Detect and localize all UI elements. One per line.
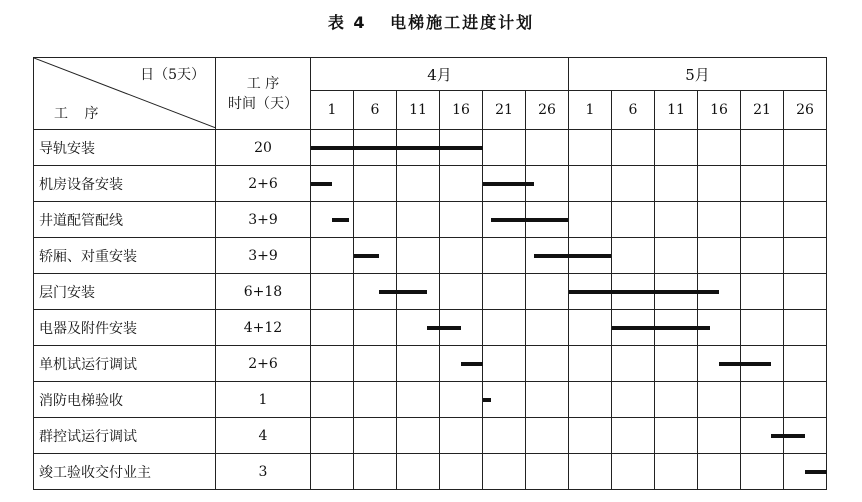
task-duration: 1 <box>216 382 311 418</box>
schedule-cell <box>311 418 354 454</box>
schedule-cell <box>784 418 827 454</box>
day-header: 21 <box>483 91 526 130</box>
table-row <box>34 382 827 418</box>
day-header: 6 <box>612 91 655 130</box>
corner-header <box>34 58 216 130</box>
schedule-cell <box>698 310 741 346</box>
schedule-cell <box>698 382 741 418</box>
schedule-cell <box>483 418 526 454</box>
task-name: 群控试运行调试 <box>34 418 216 454</box>
schedule-cell <box>655 310 698 346</box>
schedule-cell <box>612 346 655 382</box>
schedule-cell <box>440 130 483 166</box>
schedule-cell <box>440 454 483 490</box>
task-duration: 4 <box>216 418 311 454</box>
schedule-cell <box>698 130 741 166</box>
day-header: 11 <box>397 91 440 130</box>
schedule-cell <box>397 130 440 166</box>
schedule-cell <box>741 346 784 382</box>
schedule-cell <box>741 382 784 418</box>
schedule-cell <box>655 382 698 418</box>
schedule-cell <box>698 346 741 382</box>
schedule-cell <box>526 382 569 418</box>
task-duration: 3+9 <box>216 202 311 238</box>
schedule-cell <box>397 418 440 454</box>
schedule-cell <box>655 166 698 202</box>
table-row <box>34 166 827 202</box>
schedule-cell <box>483 238 526 274</box>
schedule-cell <box>311 238 354 274</box>
schedule-cell <box>526 346 569 382</box>
schedule-cell <box>354 454 397 490</box>
schedule-cell <box>483 454 526 490</box>
duration-header-line2: 时间（天） <box>228 95 298 112</box>
task-name: 导轨安装 <box>34 130 216 166</box>
month-header-april: 4月 <box>311 58 569 91</box>
schedule-cell <box>526 130 569 166</box>
schedule-cell <box>569 238 612 274</box>
table-row <box>34 202 827 238</box>
schedule-cell <box>397 346 440 382</box>
schedule-cell <box>655 274 698 310</box>
task-name: 轿厢、对重安装 <box>34 238 216 274</box>
schedule-cell <box>612 166 655 202</box>
day-header: 21 <box>741 91 784 130</box>
schedule-cell <box>612 274 655 310</box>
task-duration: 3 <box>216 454 311 490</box>
schedule-cell <box>698 238 741 274</box>
schedule-cell <box>784 202 827 238</box>
schedule-cell <box>526 454 569 490</box>
schedule-cell <box>698 274 741 310</box>
table-row <box>34 274 827 310</box>
schedule-cell <box>440 382 483 418</box>
task-name: 消防电梯验收 <box>34 382 216 418</box>
schedule-cell <box>440 310 483 346</box>
schedule-cell <box>612 130 655 166</box>
schedule-cell <box>655 346 698 382</box>
schedule-cell <box>354 130 397 166</box>
day-header: 26 <box>526 91 569 130</box>
schedule-cell <box>698 418 741 454</box>
schedule-cell <box>354 346 397 382</box>
schedule-cell <box>526 418 569 454</box>
schedule-cell <box>397 238 440 274</box>
task-name: 机房设备安装 <box>34 166 216 202</box>
schedule-cell <box>440 346 483 382</box>
schedule-cell <box>784 454 827 490</box>
schedule-cell <box>311 454 354 490</box>
table-row <box>34 454 827 490</box>
schedule-cell <box>354 310 397 346</box>
schedule-cell <box>741 418 784 454</box>
table-row <box>34 346 827 382</box>
schedule-cell <box>612 418 655 454</box>
schedule-cell <box>354 274 397 310</box>
schedule-cell <box>741 238 784 274</box>
schedule-cell <box>569 166 612 202</box>
task-duration: 2+6 <box>216 166 311 202</box>
day-header: 1 <box>569 91 612 130</box>
task-duration: 6+18 <box>216 274 311 310</box>
page-title <box>0 10 862 33</box>
schedule-cell <box>397 202 440 238</box>
schedule-cell <box>569 310 612 346</box>
task-duration: 3+9 <box>216 238 311 274</box>
schedule-cell <box>784 382 827 418</box>
task-name: 单机试运行调试 <box>34 346 216 382</box>
schedule-cell <box>483 130 526 166</box>
schedule-cell <box>655 130 698 166</box>
day-header: 6 <box>354 91 397 130</box>
schedule-cell <box>526 166 569 202</box>
day-header: 16 <box>698 91 741 130</box>
schedule-cell <box>483 346 526 382</box>
month-header-may: 5月 <box>569 58 827 91</box>
schedule-cell <box>311 202 354 238</box>
schedule-cell <box>741 130 784 166</box>
schedule-cell <box>397 274 440 310</box>
schedule-cell <box>698 454 741 490</box>
schedule-cell <box>483 166 526 202</box>
task-duration: 2+6 <box>216 346 311 382</box>
schedule-cell <box>784 130 827 166</box>
schedule-cell <box>526 238 569 274</box>
schedule-cell <box>526 274 569 310</box>
day-header: 1 <box>311 91 354 130</box>
schedule-cell <box>569 346 612 382</box>
task-name: 竣工验收交付业主 <box>34 454 216 490</box>
table-title: 电梯施工进度计划 <box>390 13 535 32</box>
schedule-cell <box>741 454 784 490</box>
corner-day-label: 日（5天） <box>140 67 205 83</box>
table-row <box>34 310 827 346</box>
schedule-cell <box>440 202 483 238</box>
schedule-cell <box>354 238 397 274</box>
schedule-cell <box>354 166 397 202</box>
schedule-cell <box>741 274 784 310</box>
schedule-cell <box>569 382 612 418</box>
schedule-cell <box>397 454 440 490</box>
schedule-cell <box>784 274 827 310</box>
schedule-cell <box>612 454 655 490</box>
schedule-cell <box>483 382 526 418</box>
schedule-cell <box>311 274 354 310</box>
schedule-cell <box>741 310 784 346</box>
schedule-cell <box>784 166 827 202</box>
task-name: 井道配管配线 <box>34 202 216 238</box>
schedule-cell <box>655 238 698 274</box>
schedule-cell <box>397 382 440 418</box>
schedule-cell <box>311 130 354 166</box>
schedule-cell <box>311 382 354 418</box>
schedule-cell <box>354 418 397 454</box>
schedule-cell <box>483 310 526 346</box>
schedule-cell <box>784 346 827 382</box>
schedule-cell <box>784 310 827 346</box>
schedule-cell <box>569 454 612 490</box>
corner-process-label: 工 序 <box>54 106 105 122</box>
table-row <box>34 238 827 274</box>
schedule-cell <box>311 346 354 382</box>
schedule-cell <box>354 202 397 238</box>
schedule-cell <box>311 310 354 346</box>
schedule-cell <box>612 382 655 418</box>
schedule-cell <box>569 418 612 454</box>
table-row <box>34 130 827 166</box>
schedule-cell <box>741 166 784 202</box>
day-header: 16 <box>440 91 483 130</box>
schedule-cell <box>655 202 698 238</box>
schedule-cell <box>483 274 526 310</box>
schedule-cell <box>612 238 655 274</box>
day-header: 11 <box>655 91 698 130</box>
schedule-cell <box>354 382 397 418</box>
schedule-cell <box>569 274 612 310</box>
schedule-cell <box>397 310 440 346</box>
task-duration: 20 <box>216 130 311 166</box>
schedule-cell <box>440 238 483 274</box>
schedule-cell <box>784 238 827 274</box>
schedule-cell <box>397 166 440 202</box>
schedule-cell <box>440 418 483 454</box>
schedule-cell <box>311 166 354 202</box>
schedule-cell <box>440 274 483 310</box>
schedule-cell <box>698 202 741 238</box>
schedule-cell <box>526 310 569 346</box>
schedule-cell <box>612 202 655 238</box>
schedule-cell <box>698 166 741 202</box>
schedule-cell <box>483 202 526 238</box>
schedule-cell <box>569 202 612 238</box>
day-header: 26 <box>784 91 827 130</box>
schedule-cell <box>526 202 569 238</box>
table-number: 表 4 <box>327 13 367 32</box>
duration-header-line1: 工 序 <box>246 75 280 92</box>
task-name: 层门安装 <box>34 274 216 310</box>
schedule-cell <box>655 454 698 490</box>
schedule-cell <box>569 130 612 166</box>
schedule-cell <box>440 166 483 202</box>
schedule-cell <box>741 202 784 238</box>
schedule-cell <box>655 418 698 454</box>
schedule-cell <box>612 310 655 346</box>
schedule-table <box>33 57 827 490</box>
duration-header <box>216 58 311 130</box>
task-name: 电器及附件安装 <box>34 310 216 346</box>
task-duration: 4+12 <box>216 310 311 346</box>
table-row <box>34 418 827 454</box>
